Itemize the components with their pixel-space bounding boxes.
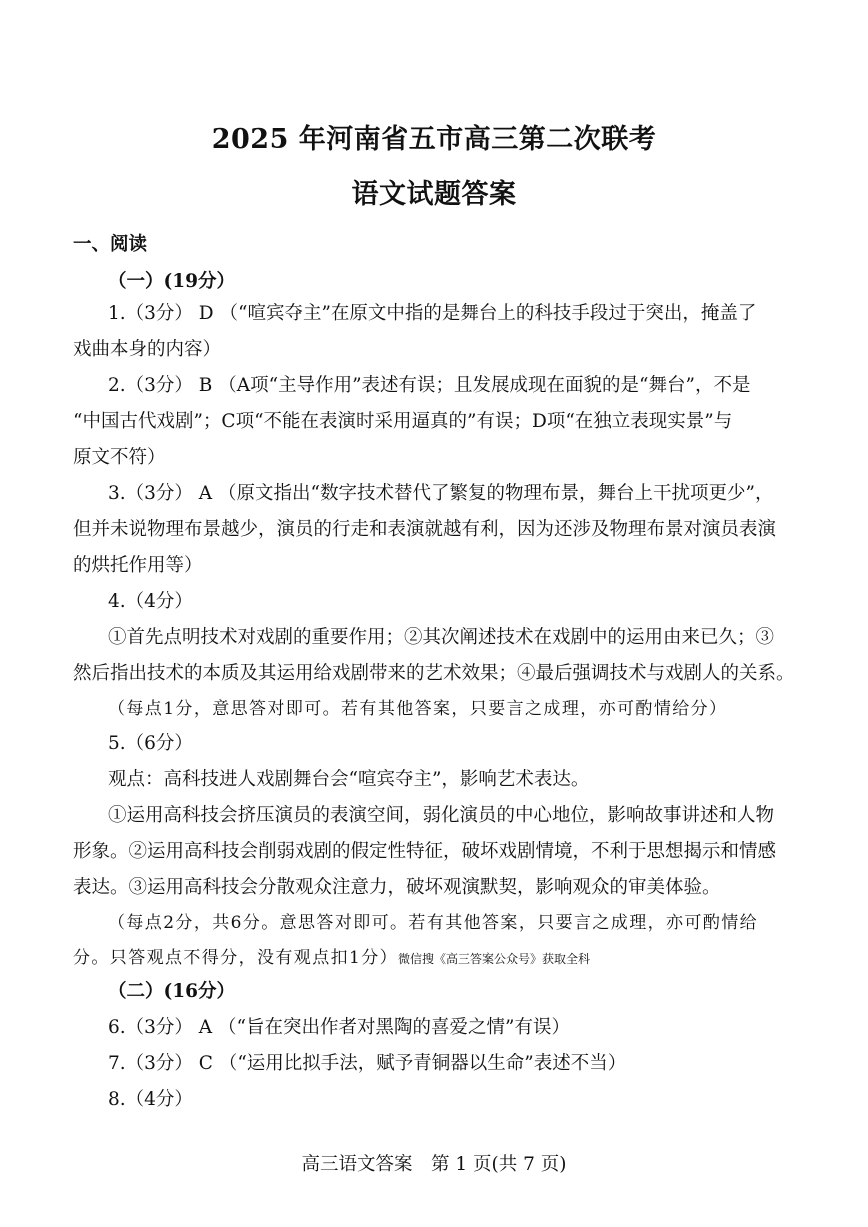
answer-q1-line2: 戏曲本身的内容） xyxy=(73,339,222,360)
answer-q8-heading: 8.（4分） xyxy=(108,1089,193,1110)
answer-q3-line3: 的烘托作用等） xyxy=(73,555,203,576)
answer-q5-viewpoint: 观点：高科技进人戏剧舞台会“喧宾夺主”，影响艺术表达。 xyxy=(108,769,590,790)
answer-q2-line1: 2.（3分） B （A项“主导作用”表述有误；且发展成现在面貌的是“舞台”，不是 xyxy=(108,375,751,396)
answer-q5-line2: 形象。②运用高科技会削弱戏剧的假定性特征，破坏戏剧情境，不利于思想揭示和情感 xyxy=(73,841,777,862)
answer-q4-heading: 4.（4分） xyxy=(108,591,193,612)
answer-q4-scoring-note: （每点1分，意思答对即可。若有其他答案，只要言之成理，亦可酌情给分） xyxy=(108,699,728,719)
answer-q4-line2: 然后指出技术的本质及其运用给戏剧带来的艺术效果；④最后强调技术与戏剧人的关系。 xyxy=(73,663,795,684)
answer-q5-scoring-note-line2 xyxy=(73,940,793,978)
watermark-text: 微信搜《高三答案公众号》获取全科 xyxy=(398,952,591,966)
answer-q5-scoring-note-text: 分。只答观点不得分，没有观点扣1分） xyxy=(73,948,399,968)
answer-q2-line3: 原文不符） xyxy=(73,447,166,468)
document-subtitle: 语文试题答案 xyxy=(351,179,517,210)
answer-q5-line1: ①运用高科技会挤压演员的表演空间，弱化演员的中心地位，影响故事讲述和人物 xyxy=(108,805,775,826)
answer-q5-line3: 表达。③运用高科技会分散观众注意力，破坏观演默契，影响观众的审美体验。 xyxy=(73,877,721,898)
page-footer: 高三语文答案 第 1 页(共 7 页) xyxy=(301,1154,567,1175)
subsection-heading-2: （二）(16分） xyxy=(108,981,235,1002)
answer-q3-line1: 3.（3分） A （原文指出“数字技术替代了繁复的物理布景，舞台上干扰项更少”， xyxy=(108,483,774,504)
document-title: 2025 年河南省五市高三第二次联考 xyxy=(211,124,657,155)
answer-q5-heading: 5.（6分） xyxy=(108,733,193,754)
answer-q3-line2: 但并未说物理布景越少，演员的行走和表演就越有利，因为还涉及物理布景对演员表演 xyxy=(73,519,777,540)
answer-q2-line2: “中国古代戏剧”；C项“不能在表演时采用逼真的”有误；D项“在独立表现实景”与 xyxy=(73,411,733,432)
section-heading-reading: 一、阅读 xyxy=(73,234,148,255)
answer-q6: 6.（3分） A （“旨在突出作者对黑陶的喜爱之情”有误） xyxy=(108,1017,570,1038)
answer-q5-scoring-note-line1: （每点2分，共6分。意思答对即可。若有其他答案，只要言之成理，亦可酌情给 xyxy=(108,913,759,933)
subsection-heading-1: （一）(19分） xyxy=(108,271,235,292)
answer-q7: 7.（3分） C （“运用比拟手法，赋予青铜器以生命”表述不当） xyxy=(108,1053,627,1074)
answer-q4-line1: ①首先点明技术对戏剧的重要作用；②其次阐述技术在戏剧中的运用由来已久；③ xyxy=(108,627,775,648)
answer-q1-line1: 1.（3分） D （“喧宾夺主”在原文中指的是舞台上的科技手段过于突出，掩盖了 xyxy=(108,303,757,324)
